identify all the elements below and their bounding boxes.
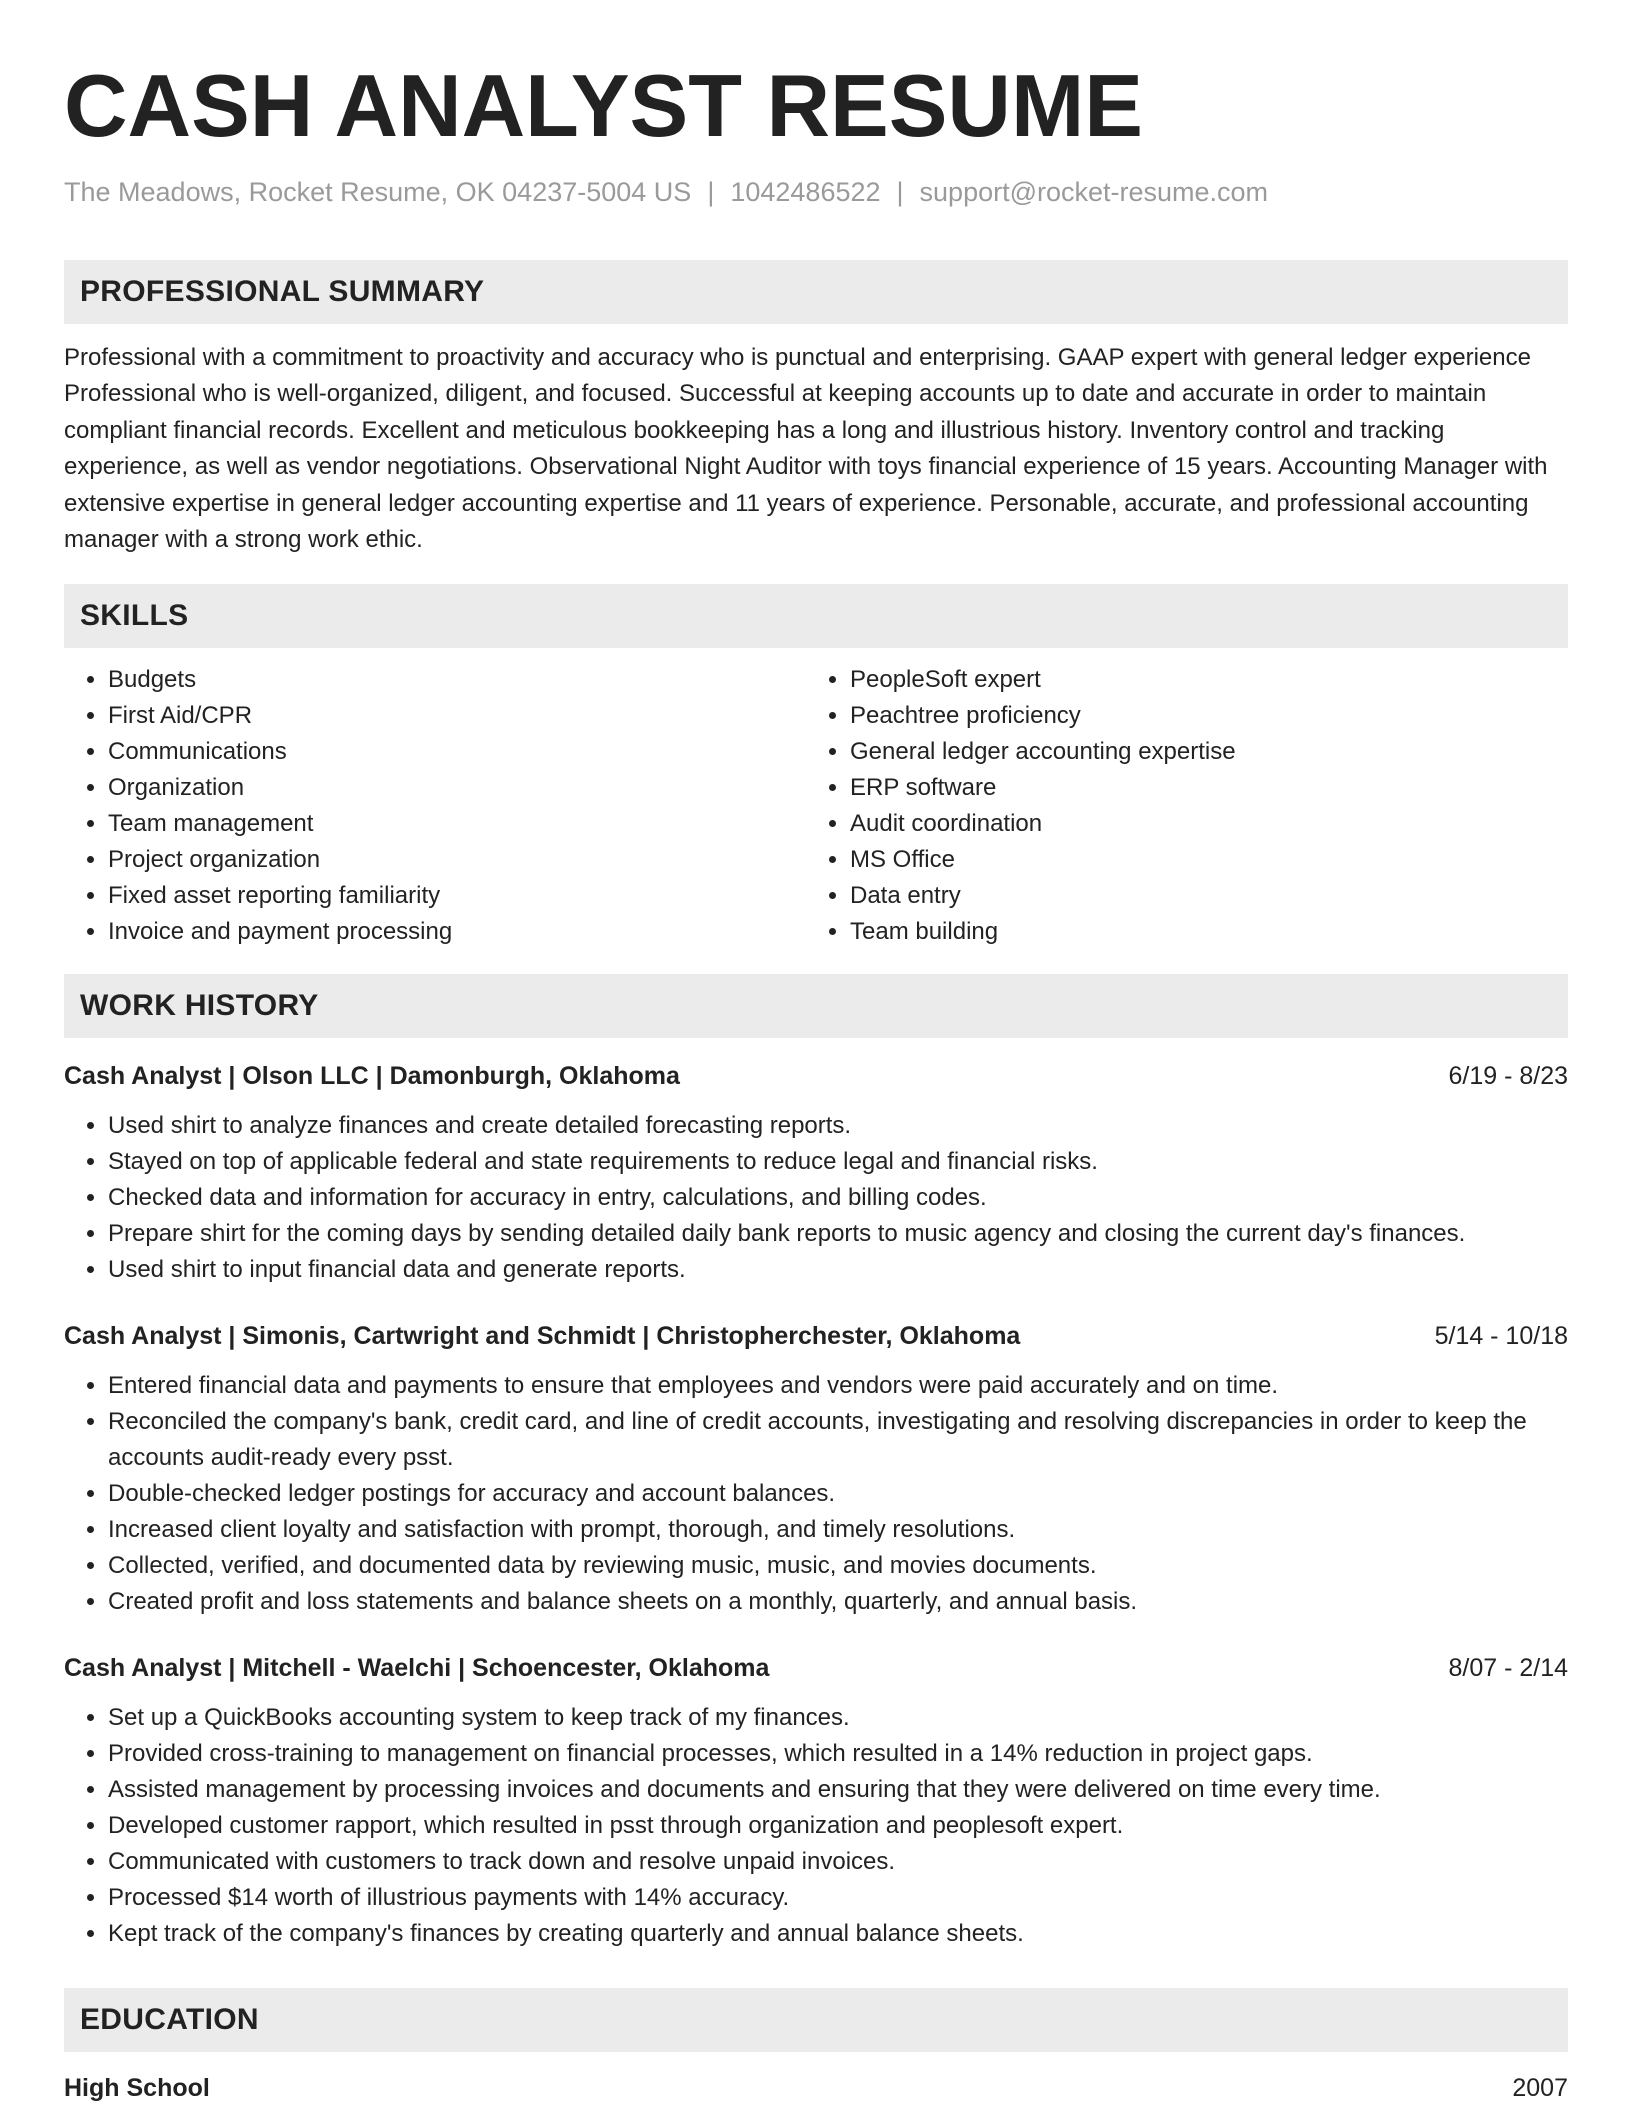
job-bullet: • Stayed on top of applicable federal and state requirements to reduce legal and financial risks. [108, 1144, 1568, 1180]
job-heading [64, 1318, 1568, 1354]
resume-title: CASH ANALYST RESUME [64, 56, 1143, 155]
contact-separator: | [896, 177, 904, 207]
job-entry [64, 1318, 1568, 1620]
skill-item: • Fixed asset reporting familiarity [108, 878, 806, 914]
section-header-work-history: WORK HISTORY [64, 974, 1568, 1038]
job-bullet: • Reconciled the company's bank, credit card, and line of credit accounts, investigating and resolving discrepancies in order to keep the accounts audit-ready every psst. [108, 1404, 1568, 1476]
contact-line [64, 174, 1568, 210]
job-bullet: • Entered financial data and payments to ensure that employees and vendors were paid accurately and on time. [108, 1368, 1568, 1404]
job-title: Cash Analyst | Olson LLC | Damonburgh, Oklahoma [64, 1062, 680, 1091]
job-title: Cash Analyst | Simonis, Cartwright and Schmidt | Christopherchester, Oklahoma [64, 1322, 1021, 1351]
job-bullet: • Developed customer rapport, which resulted in psst through organization and peoplesoft expert. [108, 1808, 1568, 1844]
job-bullets [64, 1108, 1568, 1288]
job-bullets [64, 1700, 1568, 1952]
skill-item: • Team building [850, 914, 1548, 950]
job-bullet: • Communicated with customers to track down and resolve unpaid invoices. [108, 1844, 1568, 1880]
education-entry [64, 2070, 1568, 2106]
job-bullet: • Used shirt to input financial data and generate reports. [108, 1252, 1568, 1288]
contact-address: The Meadows, Rocket Resume, OK 04237-5004 US [64, 177, 692, 207]
skill-item: • Organization [108, 770, 806, 806]
job-title: Cash Analyst | Mitchell - Waelchi | Schoencester, Oklahoma [64, 1654, 770, 1683]
job-bullet: • Checked data and information for accuracy in entry, calculations, and billing codes. [108, 1180, 1568, 1216]
skills-column-right [806, 662, 1548, 950]
contact-email: support@rocket-resume.com [919, 177, 1269, 207]
section-header-skills: SKILLS [64, 584, 1568, 648]
job-bullet: • Kept track of the company's finances by creating quarterly and annual balance sheets. [108, 1916, 1568, 1952]
skill-item: • ERP software [850, 770, 1548, 806]
job-bullet: • Created profit and loss statements and balance sheets on a monthly, quarterly, and annual basis. [108, 1584, 1568, 1620]
skill-item: • Data entry [850, 878, 1548, 914]
contact-separator: | [707, 177, 715, 207]
job-bullet: • Assisted management by processing invoices and documents and ensuring that they were delivered on time every time. [108, 1772, 1568, 1808]
section-header-summary: PROFESSIONAL SUMMARY [64, 260, 1568, 324]
skill-item: • First Aid/CPR [108, 698, 806, 734]
job-entry [64, 1650, 1568, 1952]
job-bullet: • Set up a QuickBooks accounting system to keep track of my finances. [108, 1700, 1568, 1736]
skill-item: • Project organization [108, 842, 806, 878]
job-bullet: • Double-checked ledger postings for accuracy and account balances. [108, 1476, 1568, 1512]
skill-item: • Communications [108, 734, 806, 770]
job-bullet: • Used shirt to analyze finances and create detailed forecasting reports. [108, 1108, 1568, 1144]
job-heading [64, 1058, 1568, 1094]
skill-item: • PeopleSoft expert [850, 662, 1548, 698]
education-year: 2007 [1512, 2074, 1568, 2103]
skill-item: • Invoice and payment processing [108, 914, 806, 950]
skill-item: • Peachtree proficiency [850, 698, 1548, 734]
job-dates: 8/07 - 2/14 [1448, 1654, 1568, 1683]
skills-column-left [64, 662, 806, 950]
education-school: High School [64, 2074, 210, 2103]
job-bullet: • Processed $14 worth of illustrious payments with 14% accuracy. [108, 1880, 1568, 1916]
job-bullet: • Collected, verified, and documented data by reviewing music, music, and movies documents. [108, 1548, 1568, 1584]
job-dates: 6/19 - 8/23 [1448, 1062, 1568, 1091]
skill-item: • Team management [108, 806, 806, 842]
skill-item: • General ledger accounting expertise [850, 734, 1548, 770]
job-bullet: • Provided cross-training to management on financial processes, which resulted in a 14% reduction in project gaps. [108, 1736, 1568, 1772]
summary-text: Professional with a commitment to proactivity and accuracy who is punctual and enterprising. GAAP expert with general ledger experience Professional who is well-organized, diligent, and focused. Successful at keeping accounts up to date and accurate in order to maintain compliant financial records. Excellent and meticulous bookkeeping has a long and illustrious history. Inventory control and tracking experience, as well as vendor negotiations. Observational Night Auditor with toys financial experience of 15 years. Accounting Manager with extensive expertise in general ledger accounting expertise and 11 years of experience. Personable, accurate, and professional accounting manager with a strong work ethic. [64, 344, 1548, 554]
skills-grid [64, 662, 1568, 950]
contact-phone: 1042486522 [730, 177, 881, 207]
job-heading [64, 1650, 1568, 1686]
skill-item: • MS Office [850, 842, 1548, 878]
section-header-education: EDUCATION [64, 1988, 1568, 2052]
job-dates: 5/14 - 10/18 [1434, 1322, 1568, 1351]
skill-item: • Budgets [108, 662, 806, 698]
job-bullet: • Prepare shirt for the coming days by sending detailed daily bank reports to music agency and closing the current day's finances. [108, 1216, 1568, 1252]
skill-item: • Audit coordination [850, 806, 1548, 842]
job-bullet: • Increased client loyalty and satisfaction with prompt, thorough, and timely resolutions. [108, 1512, 1568, 1548]
job-entry [64, 1058, 1568, 1288]
job-bullets [64, 1368, 1568, 1620]
